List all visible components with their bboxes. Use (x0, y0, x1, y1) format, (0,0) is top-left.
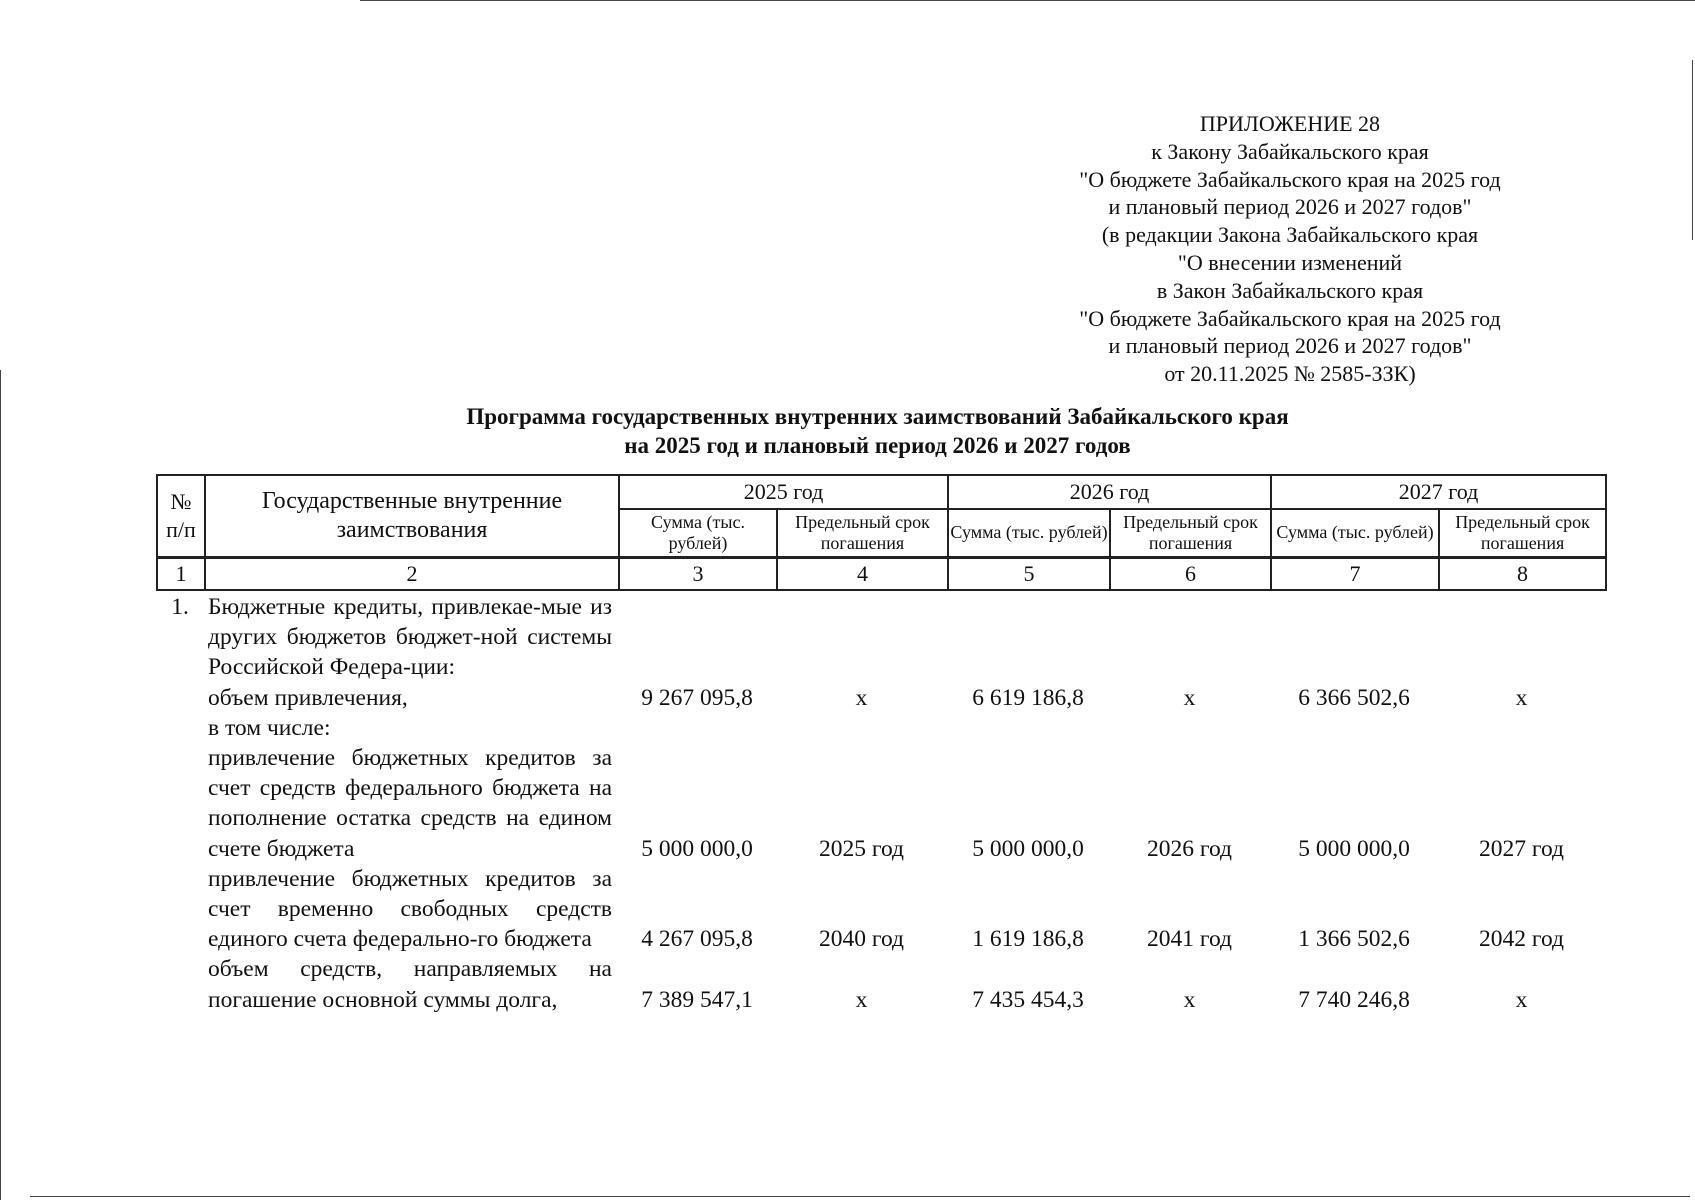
appendix-line: от 20.11.2025 № 2585-ЗЗК) (1164, 361, 1416, 387)
column-number: 5 (948, 557, 1110, 590)
cell-term: х (855, 684, 868, 711)
appendix-line: в Закон Забайкальского края (1156, 277, 1424, 303)
appendix-line: "О бюджете Забайкальского края на 2025 год (1079, 166, 1501, 192)
document-title (150, 402, 1605, 460)
appendix-header (980, 110, 1600, 388)
table-body (156, 592, 1605, 1015)
row-number (156, 683, 204, 713)
column-number: 6 (1110, 557, 1271, 590)
document-title-line-2: на 2025 год и плановый период 2026 и 2027 годов (624, 433, 1131, 458)
column-number: 4 (777, 557, 948, 590)
cell-sum (618, 592, 776, 683)
header-sum: Сумма (тыс. рублей) (1271, 509, 1439, 557)
cell-sum: 9 267 095,8 (641, 684, 753, 711)
row-text: Бюджетные кредиты, привлекае-мые из других бюджетов бюджет-ной системы Российской Федера-ции: (208, 594, 612, 681)
cell-term: 2040 год (819, 926, 904, 953)
cell-sum (1270, 592, 1438, 683)
cell-sum: 7 389 547,1 (641, 986, 753, 1013)
appendix-line: "О внесении изменений (1177, 249, 1403, 275)
cell-sum: 1 619 186,8 (972, 926, 1084, 953)
cell-term: х (1183, 986, 1196, 1013)
appendix-line: "О бюджете Забайкальского края на 2025 год (1079, 305, 1501, 331)
table-row (156, 592, 1605, 683)
scan-edge-left (0, 370, 1, 1200)
cell-sum: 6 366 502,6 (1298, 684, 1410, 711)
row-text: привлечение бюджетных кредитов за счет средств федерального бюджета на пополнение остатка средств на едином счете бюджета (208, 745, 612, 862)
cell-term: х (1183, 684, 1196, 711)
column-number: 8 (1439, 557, 1606, 590)
column-number: 7 (1271, 557, 1439, 590)
row-text: в том числе: (208, 714, 331, 741)
header-borrowings: Государственные внутренние заимствования (205, 475, 619, 557)
scan-edge-right (1692, 60, 1693, 240)
row-number (156, 954, 204, 1014)
cell-term: х (855, 986, 868, 1013)
cell-sum (618, 713, 776, 743)
header-year-2025: 2025 год (619, 475, 948, 509)
cell-sum (1270, 713, 1438, 743)
row-text: объем средств, направляемых на погашение основной суммы долга, (208, 956, 612, 1013)
cell-term: 2041 год (1147, 926, 1232, 953)
cell-sum: 5 000 000,0 (1298, 835, 1410, 862)
cell-sum (947, 713, 1109, 743)
header-term: Предельный срок погашения (1110, 509, 1271, 557)
row-number (156, 864, 204, 955)
document-title-line-1: Программа государственных внутренних заимствований Забайкальского края (466, 404, 1289, 429)
cell-sum: 5 000 000,0 (972, 835, 1084, 862)
table-header (156, 474, 1607, 591)
cell-sum (947, 592, 1109, 683)
header-year-2027: 2027 год (1271, 475, 1606, 509)
cell-sum: 1 366 502,6 (1298, 926, 1410, 953)
cell-term: х (1515, 684, 1528, 711)
table-row (156, 864, 1605, 955)
table-row (156, 954, 1605, 1014)
cell-term (776, 592, 947, 683)
cell-term: 2026 год (1147, 835, 1232, 862)
appendix-line: к Закону Забайкальского края (1151, 138, 1429, 164)
appendix-line: (в редакции Закона Забайкальского края (1101, 222, 1479, 248)
scan-edge-top (360, 0, 1695, 1)
cell-term (776, 713, 947, 743)
cell-term (1109, 592, 1270, 683)
cell-sum: 6 619 186,8 (972, 684, 1084, 711)
header-sum: Сумма (тыс. рублей) (619, 509, 777, 557)
cell-term (1109, 713, 1270, 743)
cell-sum: 7 435 454,3 (972, 986, 1084, 1013)
cell-sum: 4 267 095,8 (641, 926, 753, 953)
row-text: объем привлечения, (208, 684, 408, 711)
cell-term: 2027 год (1479, 835, 1564, 862)
header-number: № п/п (157, 475, 205, 557)
column-number: 3 (619, 557, 777, 590)
row-text: привлечение бюджетных кредитов за счет временно свободных средств единого счета федерально-го бюджета (208, 865, 612, 953)
cell-term: 2042 год (1479, 926, 1564, 953)
table-row (156, 713, 1605, 743)
header-sum: Сумма (тыс. рублей) (948, 509, 1110, 557)
appendix-line: ПРИЛОЖЕНИЕ 28 (1199, 111, 1381, 136)
cell-term (1438, 713, 1605, 743)
row-number: 1. (171, 594, 189, 620)
header-term: Предельный срок погашения (777, 509, 948, 557)
cell-sum: 7 740 246,8 (1298, 986, 1410, 1013)
row-number (156, 743, 204, 864)
cell-sum: 5 000 000,0 (641, 835, 753, 862)
table-row (156, 743, 1605, 864)
column-number: 1 (157, 557, 205, 590)
header-year-2026: 2026 год (948, 475, 1271, 509)
row-number (156, 713, 204, 743)
cell-term: 2025 год (819, 835, 904, 862)
cell-term (1438, 592, 1605, 683)
appendix-line: и плановый период 2026 и 2027 годов" (1108, 194, 1472, 220)
header-term: Предельный срок погашения (1439, 509, 1606, 557)
appendix-line: и плановый период 2026 и 2027 годов" (1108, 333, 1472, 359)
scan-edge-bottom (30, 1196, 1690, 1197)
cell-term: х (1515, 986, 1528, 1013)
table-row (156, 683, 1605, 713)
column-number: 2 (205, 557, 619, 590)
